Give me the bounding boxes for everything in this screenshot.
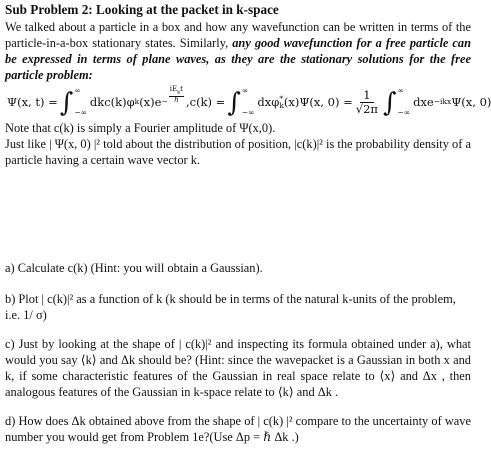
note-probability: Just like | Ψ(x, 0) |² told about the distribution of position, |c(k)|² is the probability density of a particle having a certain wave vector k.	[5, 137, 471, 167]
eq2-lower-limit-second: −∞	[397, 108, 411, 117]
eq1-exponent-sign: −	[161, 97, 168, 106]
question-d: d) How does Δk obtained above from the shape of | c(k) |² compare to the uncertainty of wave number you would get from Problem 1e?(Use Δp = ℏ Δk .)	[5, 414, 471, 444]
eq1-exponent-denominator: ℏ	[174, 96, 179, 105]
eq1-lhs: Ψ(x, t) =	[7, 95, 58, 109]
integral-sign: ∫	[227, 88, 241, 118]
note-fourier: Note that c(k) is simply a Fourier amplitude of Ψ(x,0).	[5, 121, 276, 135]
eq2-upper-limit: ∞	[241, 86, 249, 95]
fraction-numerator: 1	[360, 89, 373, 103]
fourier-equation	[7, 84, 491, 120]
eq1-comma: ,	[185, 95, 190, 109]
question-a: a) Calculate c(k) (Hint: you will obtain a Gaussian).	[5, 261, 263, 275]
eq2-upper-limit-second: ∞	[397, 86, 404, 95]
problem-title: Sub Problem 2: Looking at the packet in k-space	[5, 2, 279, 17]
eq2-limits-second	[398, 87, 411, 117]
question-b: b) Plot | c(k)|² as a function of k (k should be in terms of the natural k-units of the problem, i.e. 1/ σ)	[5, 292, 456, 322]
integral-sign: ∫	[382, 88, 397, 118]
eq2-tail: Ψ(x, 0)	[451, 95, 491, 109]
intro-paragraph	[5, 19, 471, 83]
fourier-amplitude	[190, 87, 491, 117]
question-c: c) Just by looking at the shape of | c(k)|² and inspecting its formula obtained under a), what would you say ⟨k⟩ and Δk should be? (Hint: since the wavepacket is a Gaussian in both x and k, if some characteristic features of the Gaussian in real space relate to ⟨x⟩ and Δx , then analogous features of the Gaussian in k-space relate to ⟨k⟩ and Δk .	[5, 337, 471, 399]
eq1-integrand: dkc(k)φ	[89, 95, 135, 109]
eq2-exponent: −ikx	[433, 97, 452, 106]
integral-sign: ∫	[59, 88, 74, 118]
eq2-limits	[242, 87, 255, 117]
eq2-integrand-second: dxe	[413, 95, 434, 109]
eq2-lower-limit: −∞	[241, 108, 255, 117]
eq1-lower-limit: −∞	[74, 108, 87, 117]
eq1-limits	[74, 87, 87, 117]
normalization-fraction	[356, 89, 378, 116]
wavefunction-expansion	[7, 84, 190, 118]
eq1-exponent-numerator-sub: k	[177, 89, 181, 96]
eq1-integrand-rest: (x)e	[139, 95, 162, 109]
eq1-exponent	[169, 86, 184, 104]
eq1-exponent-numerator-text: iE	[169, 84, 178, 93]
eq2-lhs: c(k) =	[189, 95, 226, 109]
document	[5, 2, 491, 445]
fraction-denominator: √2π	[355, 101, 378, 116]
eq2-subscript: k	[279, 101, 284, 110]
eq1-upper-limit: ∞	[74, 86, 81, 95]
eq2-star: *	[279, 94, 284, 103]
eq1-subscript: k	[134, 97, 140, 106]
eq2-integrand: dxφ	[257, 95, 280, 109]
eq2-integrand-rest: (x)Ψ(x, 0) =	[283, 95, 353, 109]
intro-text: We talked about a particle in a box and how any wavefunction can be written in terms of the particle-in-a-box stationary states. Similarly,	[5, 20, 471, 50]
eq1-exponent-numerator-end: t	[180, 84, 183, 93]
intro-emphasis: any good wavefunction for a free particle can be expressed in terms of plane waves, as they are the stationary solutions for the free particle problem:	[5, 36, 471, 82]
